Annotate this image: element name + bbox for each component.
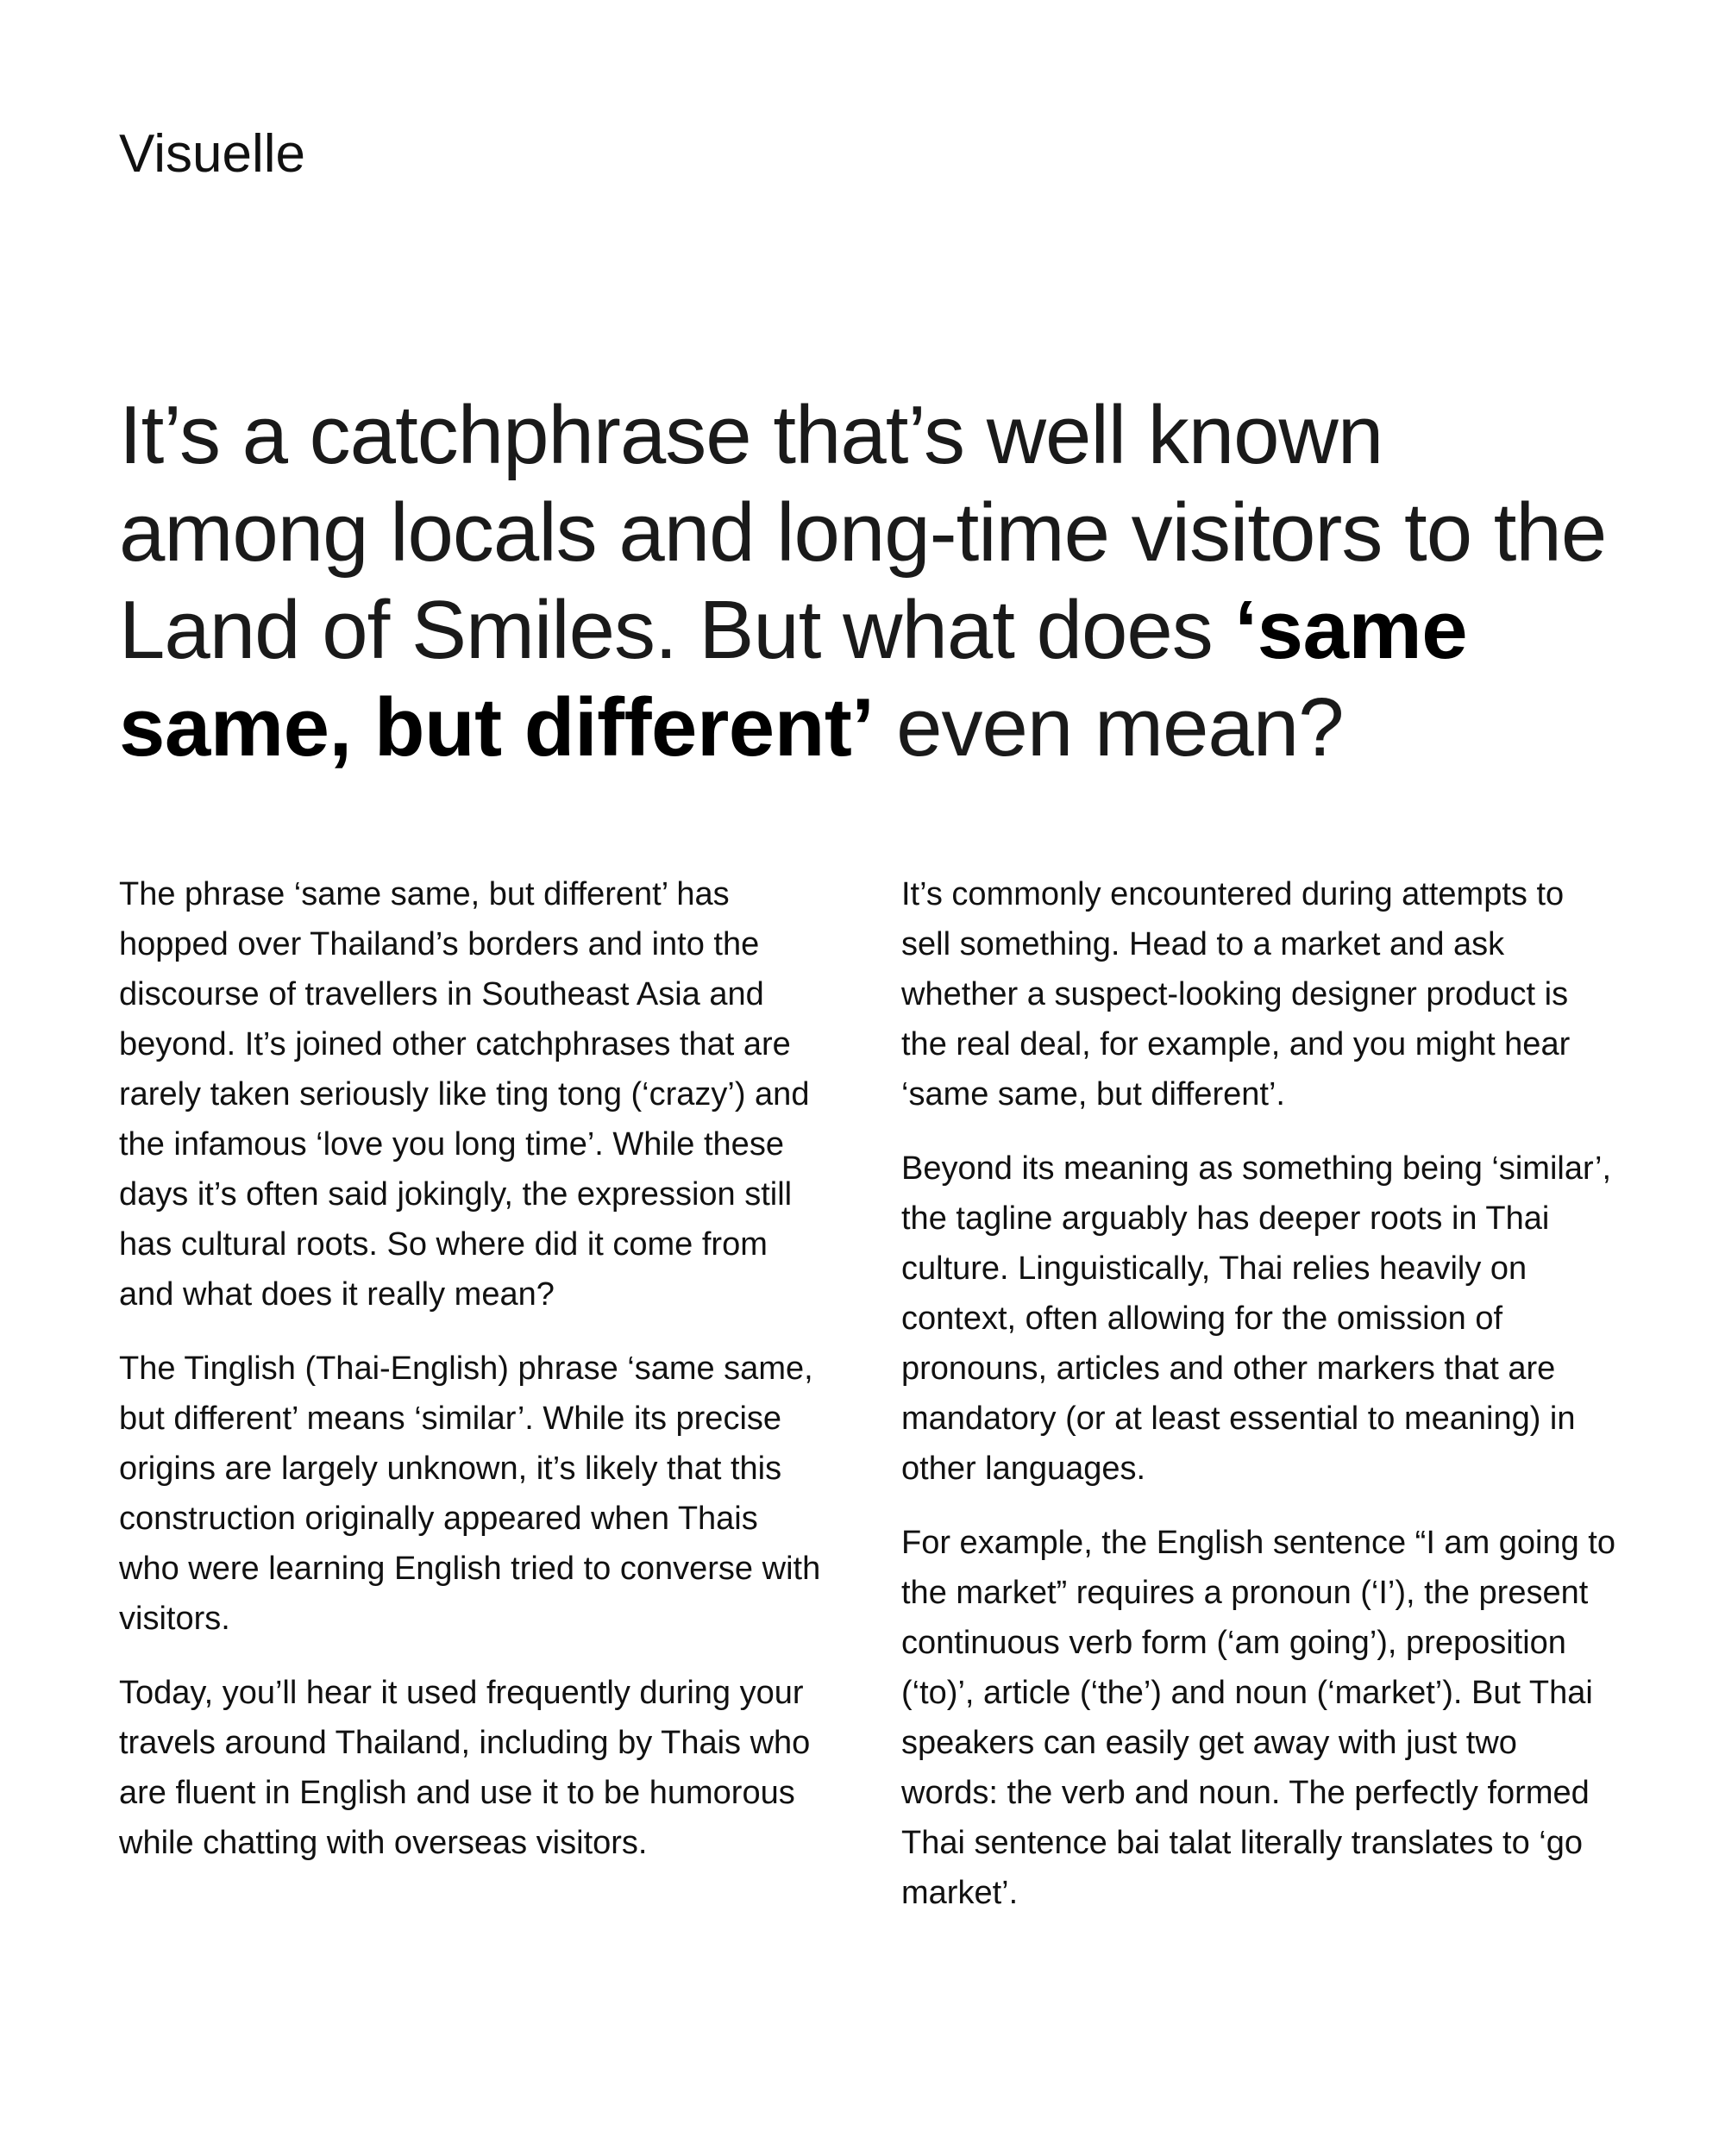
- lede-text-before: It’s a catchphrase that’s well known among locals and long-time visitors to the Land of Smiles. But what does: [119, 389, 1607, 676]
- paragraph: It’s commonly encountered during attempts to sell something. Head to a market and ask whether a suspect-looking designer product is the real deal, for example, and you might hear ‘same same, but different’.: [901, 876, 1571, 1112]
- lede-text-after: even mean?: [874, 681, 1344, 774]
- brand-title: Visuelle: [119, 124, 306, 184]
- paragraph: Today, you’ll hear it used frequently during your travels around Thailand, including by Thais who are fluent in English and use it to be humorous while chatting with overseas visitors.: [119, 1675, 811, 1861]
- lede-heading: [119, 386, 1637, 776]
- paragraph: The phrase ‘same same, but different’ has hopped over Thailand’s borders and into the discourse of travellers in Southeast Asia and beyond. It’s joined other catchphrases that are rarely taken seriously like ting tong (‘crazy’) and the infamous ‘love you long time’. While these days it’s often said jokingly, the expression still has cultural roots. So where did it come from and what does it really mean?: [119, 876, 810, 1313]
- article-column-right: [901, 869, 1617, 1942]
- paragraph: Beyond its meaning as something being ‘similar’, the tagline arguably has deeper roots in Thai culture. Linguistically, Thai relies heavily on context, often allowing for the omission of pronouns, articles and other markers that are mandatory (or at least essential to meaning) in other languages.: [901, 1150, 1612, 1487]
- article-column-left: [119, 869, 826, 1892]
- paragraph: For example, the English sentence “I am going to the market” requires a pronoun (‘I’), the present continuous verb form (‘am going’), preposition (‘to)’, article (‘the’) and noun (‘market’). But Thai speakers can easily get away with just two words: the verb and noun. The perfectly formed Thai sentence bai talat literally translates to ‘go market’.: [901, 1525, 1616, 1911]
- paragraph: The Tinglish (Thai-English) phrase ‘same same, but different’ means ‘similar’. While its precise origins are largely unknown, it’s likely that this construction originally appeared when Thais who were learning English tried to converse with visitors.: [119, 1351, 821, 1637]
- lede-emphasis: ‘same same, but different’: [119, 584, 1468, 774]
